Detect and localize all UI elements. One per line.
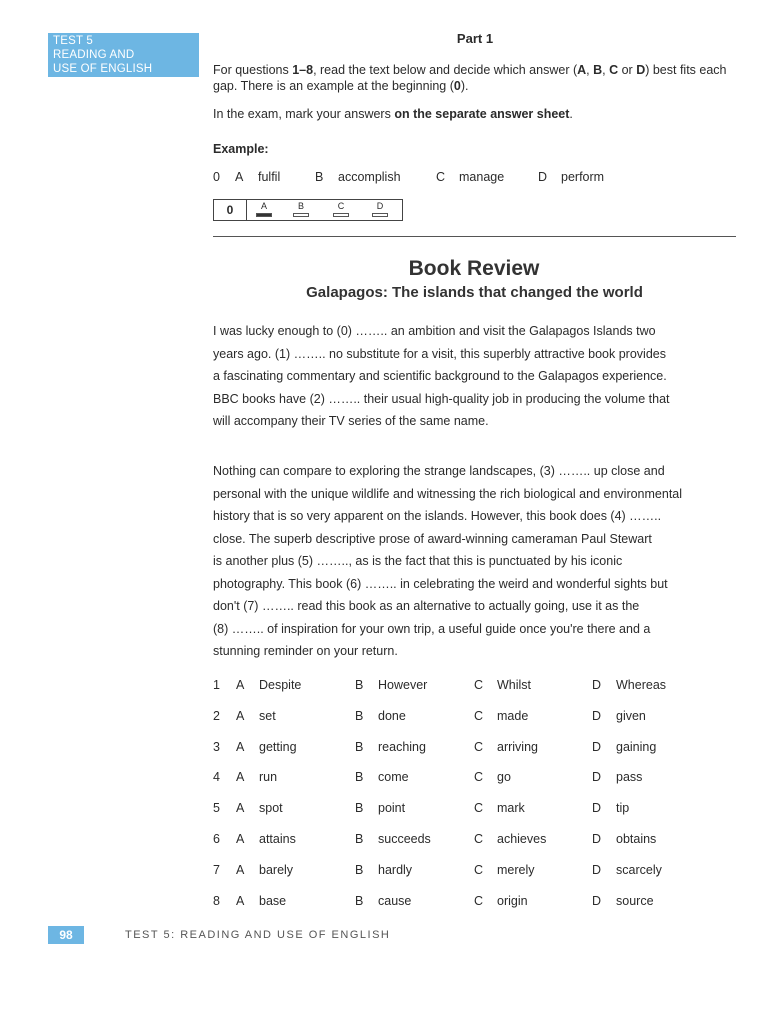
option-c: mark — [497, 801, 525, 816]
text-line: a fascinating commentary and scientific background to the Galapagos experience. — [213, 369, 667, 383]
text-line: will accompany their TV series of the same name. — [213, 414, 489, 428]
exam-instruction: In the exam, mark your answers on the separate answer sheet. — [213, 107, 573, 121]
option-letter: C — [474, 832, 484, 846]
question-row — [213, 678, 733, 696]
answer-box-number: 0 — [214, 200, 247, 220]
question-number: 1 — [213, 678, 220, 692]
answer-option-a: A — [254, 201, 274, 217]
option-letter: A — [236, 708, 245, 723]
option-a: spot — [259, 801, 283, 816]
page-number: 98 — [48, 926, 84, 944]
example-word: fulfil — [258, 170, 281, 184]
text-line: personal with the unique wildlife and witnessing the rich biological and environmental — [213, 486, 683, 501]
option-letter: A — [236, 801, 245, 816]
answer-option-b: B — [291, 201, 311, 217]
option-letter: B — [355, 801, 364, 816]
example-number: 0 — [213, 170, 220, 184]
section-tab — [48, 33, 199, 77]
option-letter: D — [592, 739, 602, 754]
example-letter: A — [235, 170, 244, 184]
option-c: go — [497, 770, 511, 785]
option-letter: D — [592, 770, 602, 785]
text-line: don't (7) …….. read this book as an alternative to actually going, use it as the — [213, 599, 640, 613]
option-c: arriving — [497, 739, 538, 754]
question-number: 8 — [213, 893, 220, 908]
option-letter: D — [592, 862, 602, 877]
option-d: source — [616, 893, 654, 908]
text-line: years ago. (1) …….. no substitute for a visit, this superbly attractive book provides — [213, 346, 666, 361]
option-letter: C — [474, 893, 484, 908]
example-word: manage — [459, 170, 505, 184]
option-d: obtains — [616, 832, 657, 846]
option-d: pass — [616, 770, 643, 785]
option-letter: C — [474, 801, 484, 816]
option-d: Whereas — [616, 678, 667, 692]
question-number: 2 — [213, 708, 220, 723]
answer-slot — [293, 213, 309, 217]
option-c: made — [497, 708, 529, 723]
option-d: tip — [616, 801, 630, 816]
option-a: Despite — [259, 678, 302, 692]
question-number: 3 — [213, 739, 220, 754]
option-letter: C — [474, 770, 484, 785]
question-number: 6 — [213, 832, 220, 846]
text-line: photography. This book (6) …….. in celebrating the weird and wonderful sights but — [213, 576, 668, 591]
option-letter: B — [355, 832, 364, 846]
question-row — [213, 894, 733, 912]
article-subtitle: Galapagos: The islands that changed the world — [306, 284, 643, 301]
question-row — [213, 832, 733, 850]
option-a: base — [259, 893, 287, 908]
example-answer-box — [213, 199, 403, 221]
part-title: Part 1 — [456, 31, 494, 46]
option-b: reaching — [378, 739, 426, 754]
option-c: merely — [497, 862, 535, 877]
option-letter: D — [592, 832, 602, 846]
option-letter: A — [236, 739, 245, 754]
text-line: BBC books have (2) …….. their usual high-quality job in producing the volume that — [213, 391, 670, 406]
option-letter: A — [236, 893, 245, 908]
text-line: Nothing can compare to exploring the strange landscapes, (3) …….. up close and — [213, 464, 665, 478]
option-d: gaining — [616, 739, 657, 754]
option-b: cause — [378, 893, 412, 908]
option-letter: B — [355, 770, 364, 785]
option-letter: B — [355, 893, 364, 908]
option-letter: D — [592, 893, 602, 908]
article-title: Book Review — [408, 257, 540, 280]
example-letter: D — [538, 170, 548, 184]
question-row — [213, 801, 733, 819]
text-line: (8) …….. of inspiration for your own trip, a useful guide once you're there and a — [213, 621, 651, 636]
option-letter: D — [592, 678, 602, 692]
option-letter: D — [592, 801, 602, 816]
divider — [213, 236, 736, 237]
option-b: succeeds — [378, 832, 431, 846]
answer-slot — [372, 213, 388, 217]
text-line: I was lucky enough to (0) …….. an ambition and visit the Galapagos Islands two — [213, 324, 656, 338]
text-line: stunning reminder on your return. — [213, 644, 398, 658]
question-number: 7 — [213, 862, 220, 877]
option-letter: D — [592, 708, 602, 723]
option-a: set — [259, 708, 276, 723]
example-word: perform — [561, 170, 605, 184]
question-number: 5 — [213, 801, 220, 816]
option-letter: C — [474, 739, 484, 754]
option-letter: A — [236, 832, 245, 846]
option-a: attains — [259, 832, 296, 846]
option-a: run — [259, 770, 278, 785]
option-letter: B — [355, 678, 364, 692]
text-line: close. The superb descriptive prose of award-winning cameraman Paul Stewart — [213, 531, 652, 546]
text-line: is another plus (5) …….., as is the fact that this is punctuated by his iconic — [213, 554, 623, 568]
option-letter: A — [236, 770, 245, 785]
article-paragraph-1 — [213, 320, 738, 433]
answer-slot-filled — [256, 213, 272, 217]
option-letter: C — [474, 862, 484, 877]
option-b: hardly — [378, 862, 413, 877]
option-d: scarcely — [616, 862, 662, 877]
option-letter: C — [474, 678, 484, 692]
option-letter: B — [355, 708, 364, 723]
option-c: achieves — [497, 832, 547, 846]
question-row — [213, 709, 733, 727]
text-line: history that is so very apparent on the islands. However, this book does (4) …….. — [213, 509, 662, 523]
option-letter: C — [474, 708, 484, 723]
example-letter: C — [436, 170, 446, 184]
instructions: For questions 1–8, read the text below and decide which answer (A, B, C or D) best fits each gap. There is an example at the beginning (0). — [213, 63, 727, 93]
example-label: Example: — [213, 142, 269, 156]
option-b: come — [378, 770, 409, 785]
running-title: TEST 5: READING AND USE OF ENGLISH — [125, 929, 391, 941]
section-tab-line: USE OF ENGLISH — [53, 63, 153, 75]
section-tab-line: READING AND — [53, 49, 135, 61]
option-b: However — [378, 678, 428, 692]
option-b: done — [378, 708, 406, 723]
question-row — [213, 770, 733, 788]
option-b: point — [378, 801, 406, 816]
answer-option-c: C — [331, 201, 351, 217]
example-word: accomplish — [338, 170, 401, 184]
example-letter: B — [315, 170, 324, 184]
option-c: origin — [497, 893, 528, 908]
answer-slot — [333, 213, 349, 217]
option-letter: A — [236, 862, 245, 877]
example-row — [213, 170, 633, 186]
answer-option-d: D — [370, 201, 390, 217]
question-number: 4 — [213, 770, 220, 785]
option-c: Whilst — [497, 678, 532, 692]
option-letter: A — [236, 678, 245, 692]
option-a: barely — [259, 862, 294, 877]
option-letter: B — [355, 862, 364, 877]
section-tab-line: TEST 5 — [53, 35, 93, 47]
option-d: given — [616, 708, 646, 723]
option-letter: B — [355, 739, 364, 754]
question-row — [213, 863, 733, 881]
option-a: getting — [259, 739, 297, 754]
question-row — [213, 740, 733, 758]
article-paragraph-2 — [213, 460, 738, 663]
